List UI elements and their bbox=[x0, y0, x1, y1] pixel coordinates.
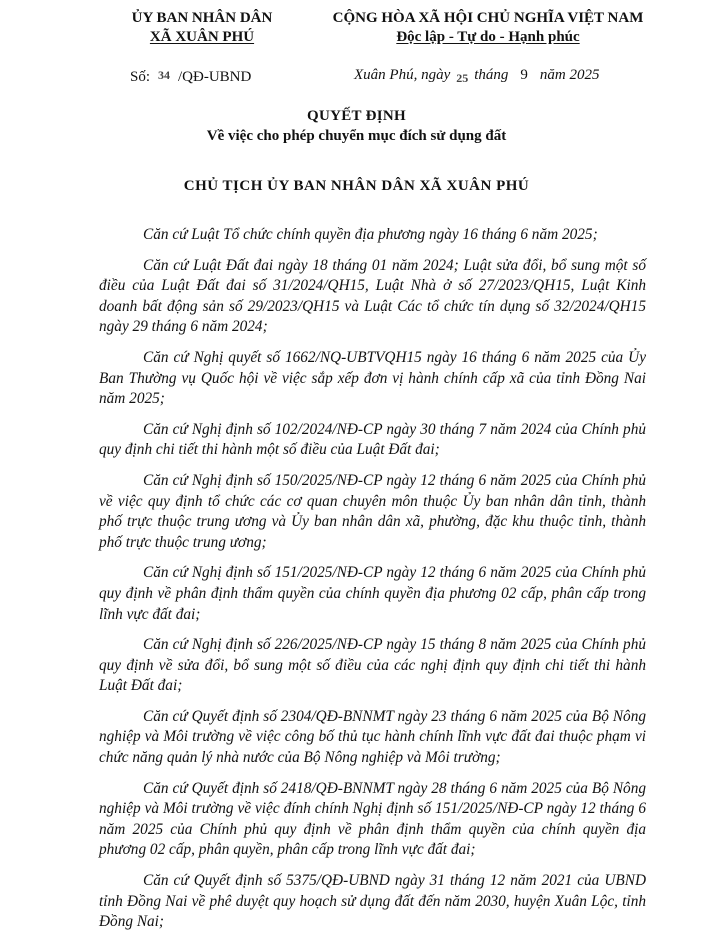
basis-paragraph: Căn cứ Nghị định số 226/2025/NĐ-CP ngày 15 tháng 8 năm 2025 của Chính phủ quy định về sửa đổi, bổ sung một số điều của các nghị định quy định chi tiết thi hành Luật Đất đai; bbox=[99, 636, 646, 695]
basis-paragraph: Căn cứ Quyết định số 2304/QĐ-BNNMT ngày 23 tháng 6 năm 2025 của Bộ Nông nghiệp và Môi trường về việc công bố thủ tục hành chính lĩnh vực đất đai thuộc phạm vi chức năng quản lý nhà nước của Bộ Nông nghiệp và Môi trường; bbox=[99, 707, 646, 767]
basis-paragraph: Căn cứ Nghị định số 150/2025/NĐ-CP ngày 12 tháng 6 năm 2025 của Chính phủ về việc quy định tổ chức các cơ quan chuyên môn thuộc Ủy ban nhân dân tỉnh, thành phố trực thuộc trung ương và Ủy ban nhân dân xã, phường, đặc khu thuộc tỉnh, thành phố trực thuộc trung ương; bbox=[99, 471, 646, 551]
date-month: 9 bbox=[520, 67, 528, 83]
date-day: 25 bbox=[456, 71, 469, 85]
org-line-1: ỦY BAN NHÂN DÂN bbox=[131, 10, 273, 26]
authority-heading: CHỦ TỊCH ỦY BAN NHÂN DÂN XÃ XUÂN PHÚ bbox=[183, 178, 530, 194]
basis-paragraph: Căn cứ Nghị quyết số 1662/NQ-UBTVQH15 ngày 16 tháng 6 năm 2025 của Ủy Ban Thường vụ Quốc hội về việc sắp xếp đơn vị hành chính cấp xã của tỉnh Đồng Nai năm 2025; bbox=[99, 348, 646, 408]
basis-paragraph: Căn cứ Luật Đất đai ngày 18 tháng 01 năm 2024; Luật sửa đổi, bổ sung một số điều của Luật Đất đai số 31/2024/QH15, Luật Nhà ở số 27/2023/QH15, Luật Kinh doanh bất động sản số 29/2023/QH15 và Luật Các tổ chức tín dụng số 32/2024/QH15 ngày 29 tháng 6 năm 2024; bbox=[99, 256, 646, 336]
date-place: Xuân Phú, ngày bbox=[354, 67, 451, 83]
number-label: Số: bbox=[130, 69, 151, 85]
title-block bbox=[0, 106, 713, 146]
issuing-authority bbox=[112, 9, 292, 47]
basis-paragraph: Căn cứ Quyết định số 2418/QĐ-BNNMT ngày 28 tháng 6 năm 2025 của Bộ Nông nghiệp và Môi trường về việc đính chính Nghị định số 151/2025/NĐ-CP ngày 12 tháng 6 năm 2025 của Chính phủ quy định về phân định thẩm quyền của chính quyền địa phương 02 cấp, phân quyền, phân cấp trong lĩnh vực đất đai; bbox=[99, 779, 646, 859]
basis-paragraph: Căn cứ Luật Tổ chức chính quyền địa phương ngày 16 tháng 6 năm 2025; bbox=[143, 226, 598, 243]
date-year: năm 2025 bbox=[539, 67, 600, 83]
basis-paragraph: Căn cứ Nghị định số 151/2025/NĐ-CP ngày 12 tháng 6 năm 2025 của Chính phủ quy định về phân định thẩm quyền của chính quyền địa phương 02 cấp, phân cấp trong lĩnh vực đất đai; bbox=[99, 564, 646, 623]
date-month-label: tháng bbox=[474, 67, 509, 83]
document-subtitle: Về việc cho phép chuyển mục đích sử dụng đất bbox=[206, 128, 507, 144]
number-suffix: /QĐ-UBND bbox=[178, 69, 252, 85]
national-motto bbox=[318, 9, 658, 47]
legal-basis bbox=[99, 225, 646, 943]
number-value: 34 bbox=[158, 68, 171, 82]
basis-paragraph: Căn cứ Nghị định số 102/2024/NĐ-CP ngày 30 tháng 7 năm 2024 của Chính phủ quy định chi tiết thi hành một số điều của Luật Đất đai; bbox=[99, 420, 646, 459]
document-number bbox=[130, 66, 251, 86]
document-title: QUYẾT ĐỊNH bbox=[307, 108, 406, 124]
document-date bbox=[354, 66, 600, 87]
nation-line-1: CỘNG HÒA XÃ HỘI CHỦ NGHĨA VIỆT NAM bbox=[332, 10, 644, 26]
nation-line-2: Độc lập - Tự do - Hạnh phúc bbox=[396, 29, 580, 45]
org-line-2: XÃ XUÂN PHÚ bbox=[149, 29, 255, 45]
basis-paragraph: Căn cứ Quyết định số 5375/QĐ-UBND ngày 31 tháng 12 năm 2021 của UBND tỉnh Đồng Nai về phê duyệt quy hoạch sử dụng đất đến năm 2030, huyện Xuân Lộc, tỉnh Đồng Nai; bbox=[99, 872, 646, 931]
